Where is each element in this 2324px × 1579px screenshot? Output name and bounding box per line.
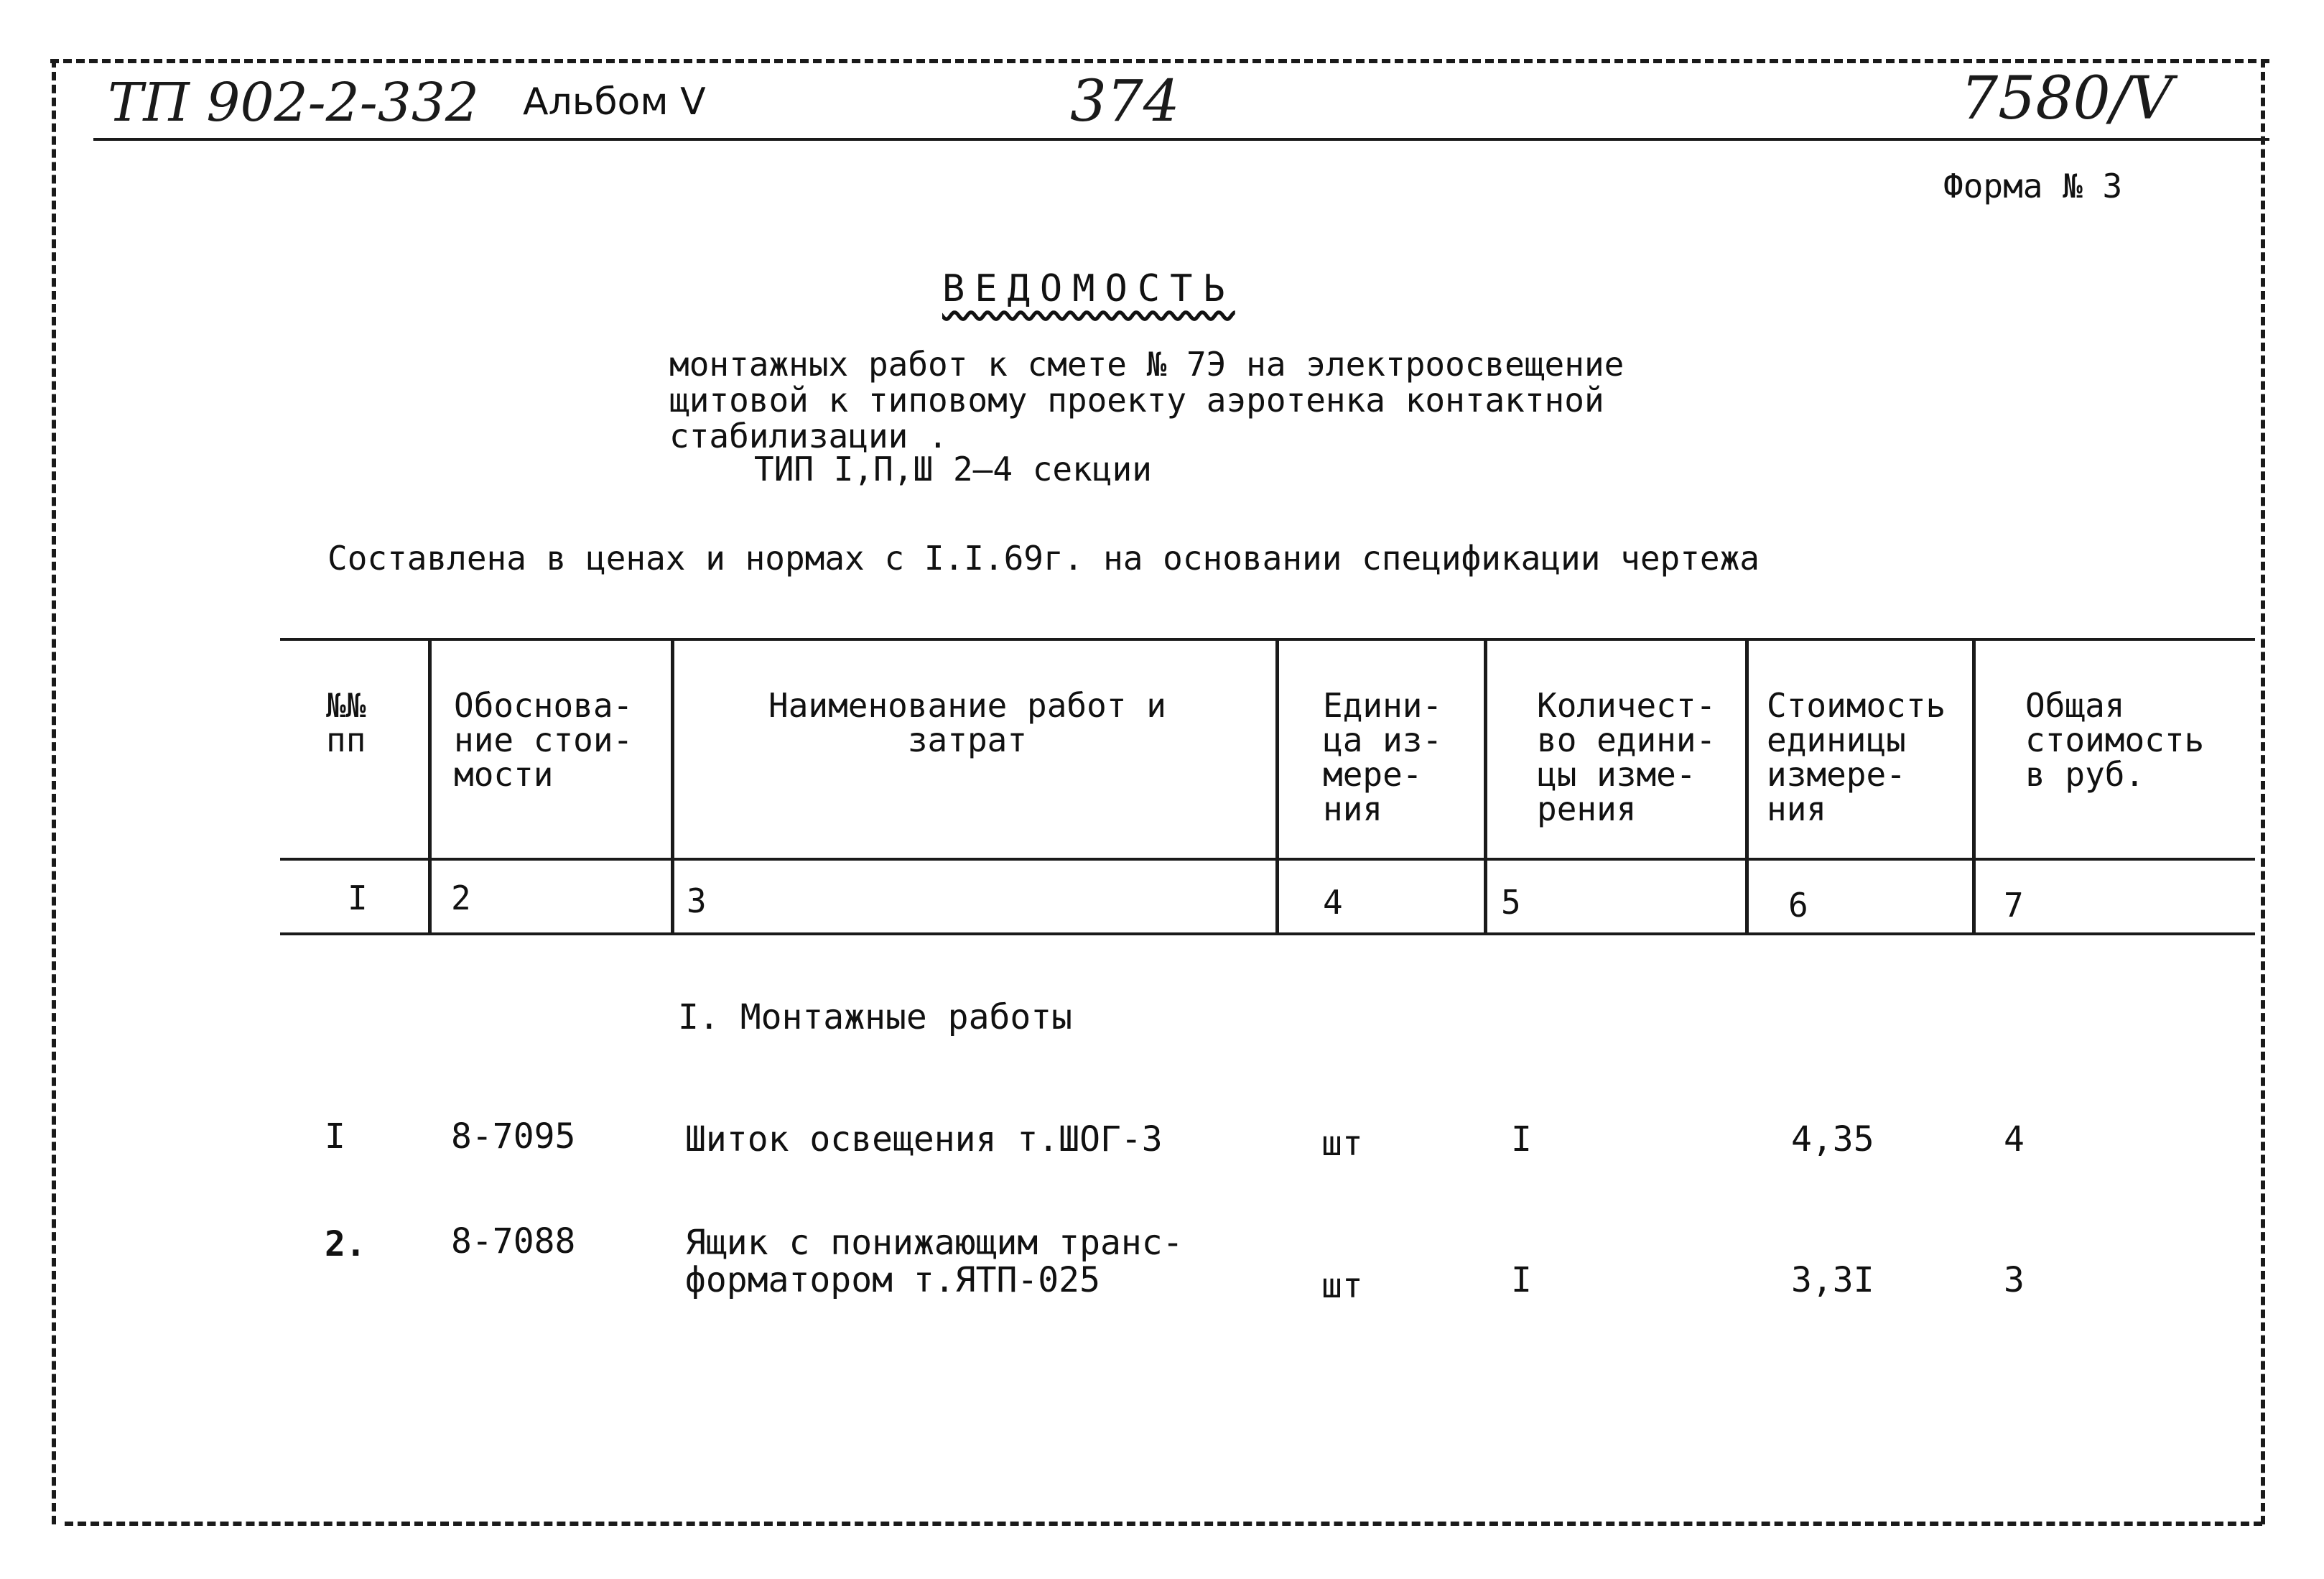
document-title: ВЕДОМОСТЬ <box>942 267 1235 310</box>
document-basis-line: Составлена в ценах и нормах с I.I.69г. на основании спецификации чертежа <box>327 539 1760 578</box>
row-2-name: Ящик с понижающим транс- форматором т.ЯТП-025 <box>685 1223 1184 1300</box>
column-number-1: I <box>348 879 368 917</box>
row-1-unit: шт <box>1321 1124 1363 1164</box>
table-col-divider-4 <box>1484 638 1487 934</box>
row-2-total: 3 <box>2004 1260 2025 1300</box>
table-col-divider-3 <box>1275 638 1279 934</box>
header-unit-cost: Стоимость единицы измере- ния <box>1767 686 1946 828</box>
header-quantity: Количест- во едини- цы изме- рения <box>1537 686 1716 828</box>
project-code: ТП 902-2-332 <box>108 72 479 134</box>
row-2-quantity: I <box>1511 1260 1532 1300</box>
header-unit: Едини- ца из- мере- ния <box>1323 686 1443 828</box>
row-1-basis: 8-7095 <box>451 1116 576 1157</box>
row-2-basis: 8-7088 <box>451 1221 576 1261</box>
row-2-number: 2. <box>325 1224 366 1264</box>
table-top-border <box>280 638 2255 641</box>
column-number-2: 2 <box>451 879 471 917</box>
header-underline <box>93 138 2269 141</box>
header-name: Наименование работ и затрат <box>768 686 1166 759</box>
row-1-name: Шиток освещения т.ШОГ-3 <box>685 1119 1163 1159</box>
frame-bottom-border <box>65 1522 2262 1526</box>
column-number-6: 6 <box>1788 886 1808 925</box>
document-subtitle: монтажных работ к смете № 7Э на электроосвещение щитовой к типовому проекту аэротенка контактной стабилизации . <box>669 345 1625 455</box>
table-number-row-separator <box>280 932 2255 935</box>
column-number-5: 5 <box>1501 883 1521 922</box>
frame-right-border <box>2261 59 2265 1524</box>
header-number: №№ пп <box>326 686 366 759</box>
section-title: I. Монтажные работы <box>678 997 1073 1037</box>
row-1-total: 4 <box>2004 1119 2025 1159</box>
table-header-separator <box>280 858 2255 861</box>
column-number-3: 3 <box>687 881 707 920</box>
document-type-line: ТИП I,П,Ш 2–4 секции <box>754 450 1152 488</box>
table-col-divider-5 <box>1745 638 1749 934</box>
inventory-number: 7580/V <box>1961 65 2173 133</box>
frame-top-border <box>50 59 2269 63</box>
column-number-7: 7 <box>2004 886 2024 925</box>
form-label: Форма № 3 <box>1943 167 2123 205</box>
column-number-4: 4 <box>1323 883 1343 922</box>
row-2-unit: шт <box>1321 1266 1363 1306</box>
row-1-number: I <box>325 1116 345 1157</box>
table-col-divider-6 <box>1972 638 1976 934</box>
page-number: 374 <box>1070 68 1180 134</box>
table-col-divider-1 <box>428 638 432 934</box>
row-2-unit-cost: 3,3I <box>1791 1260 1874 1300</box>
row-1-quantity: I <box>1511 1119 1532 1159</box>
table-col-divider-2 <box>671 638 674 934</box>
album-label: Альбом V <box>523 80 706 124</box>
header-total-cost: Общая стоимость в руб. <box>2025 686 2205 794</box>
row-1-unit-cost: 4,35 <box>1791 1119 1874 1159</box>
header-basis: Обоснова- ние стои- мости <box>454 686 633 794</box>
frame-left-border <box>52 59 56 1524</box>
